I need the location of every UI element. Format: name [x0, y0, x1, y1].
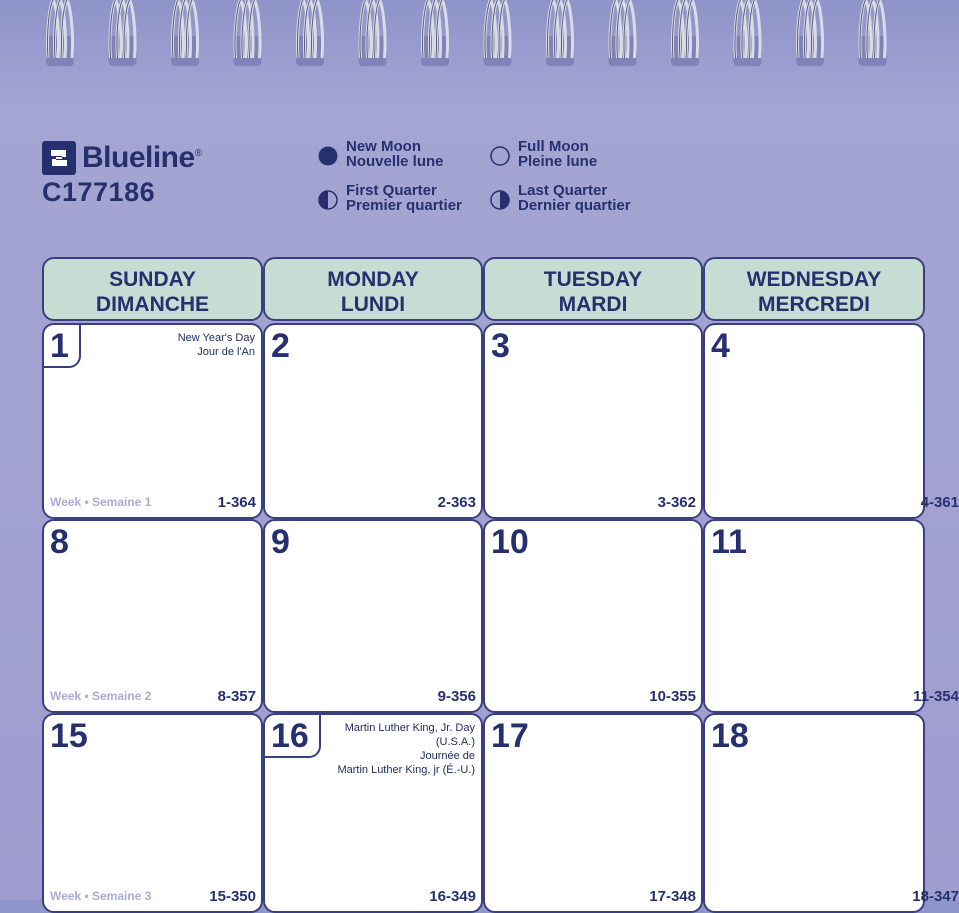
day-cell-18[interactable] [703, 713, 959, 913]
holiday-label: Martin Luther King, Jr. Day (U.S.A.) Journée de Martin Luther King, jr (É.-U.) [337, 722, 475, 776]
blueline-logo-icon [42, 141, 76, 175]
day-count: 17-348 [649, 888, 696, 905]
day-number: 10 [491, 523, 529, 561]
day-count: 3-362 [657, 494, 696, 511]
header-wednesday: WEDNESDAY MERCREDI [703, 257, 925, 321]
new-moon-icon [318, 146, 338, 166]
day-cell-10[interactable] [483, 519, 703, 713]
day-number: 3 [491, 327, 510, 365]
header-monday: MONDAY LUNDI [263, 257, 483, 321]
day-cell-1[interactable] [42, 323, 263, 519]
holiday-label: New Year's Day Jour de l'An [177, 332, 255, 358]
spiral-binding [0, 0, 900, 70]
day-count: 1-364 [217, 494, 256, 511]
day-cell-11[interactable] [703, 519, 959, 713]
brand-block [42, 141, 202, 208]
header-sunday: SUNDAY DIMANCHE [42, 257, 263, 321]
day-number: 2 [271, 327, 290, 365]
full-moon-icon [490, 146, 510, 166]
day-count: 11-354 [913, 688, 959, 705]
week-label: Week • Semaine 3 [50, 889, 152, 903]
legend-first-quarter: First Quarter Premier quartier [318, 183, 462, 213]
legend-full-moon: Full Moon Pleine lune [490, 139, 597, 169]
day-number: 9 [271, 523, 290, 561]
day-number: 16 [265, 715, 321, 758]
day-count: 18-347 [912, 888, 959, 905]
day-cell-16[interactable] [263, 713, 483, 913]
week-label: Week • Semaine 2 [50, 689, 152, 703]
day-count: 9-356 [437, 688, 476, 705]
brand-name: Blueline® [82, 141, 202, 174]
last-quarter-icon [490, 190, 510, 210]
day-cell-4[interactable] [703, 323, 959, 519]
day-cell-17[interactable] [483, 713, 703, 913]
week-label: Week • Semaine 1 [50, 495, 152, 509]
day-count: 16-349 [429, 888, 476, 905]
day-count: 15-350 [209, 888, 256, 905]
day-count: 2-363 [437, 494, 476, 511]
day-cell-9[interactable] [263, 519, 483, 713]
day-count: 8-357 [217, 688, 256, 705]
day-number: 17 [491, 717, 529, 755]
day-number: 4 [711, 327, 730, 365]
day-cell-3[interactable] [483, 323, 703, 519]
day-number: 11 [711, 523, 747, 561]
day-cell-15[interactable] [42, 713, 263, 913]
day-cell-8[interactable] [42, 519, 263, 713]
day-number: 1 [44, 325, 81, 368]
moon-phase-legend [318, 139, 678, 219]
day-number: 8 [50, 523, 69, 561]
header-tuesday: TUESDAY MARDI [483, 257, 703, 321]
model-number: C177186 [42, 177, 156, 207]
day-count: 4-361 [920, 494, 959, 511]
first-quarter-icon [318, 190, 338, 210]
day-count: 10-355 [649, 688, 696, 705]
legend-new-moon: New Moon Nouvelle lune [318, 139, 444, 169]
day-number: 18 [711, 717, 749, 755]
day-number: 15 [50, 717, 88, 755]
day-cell-2[interactable] [263, 323, 483, 519]
legend-last-quarter: Last Quarter Dernier quartier [490, 183, 631, 213]
